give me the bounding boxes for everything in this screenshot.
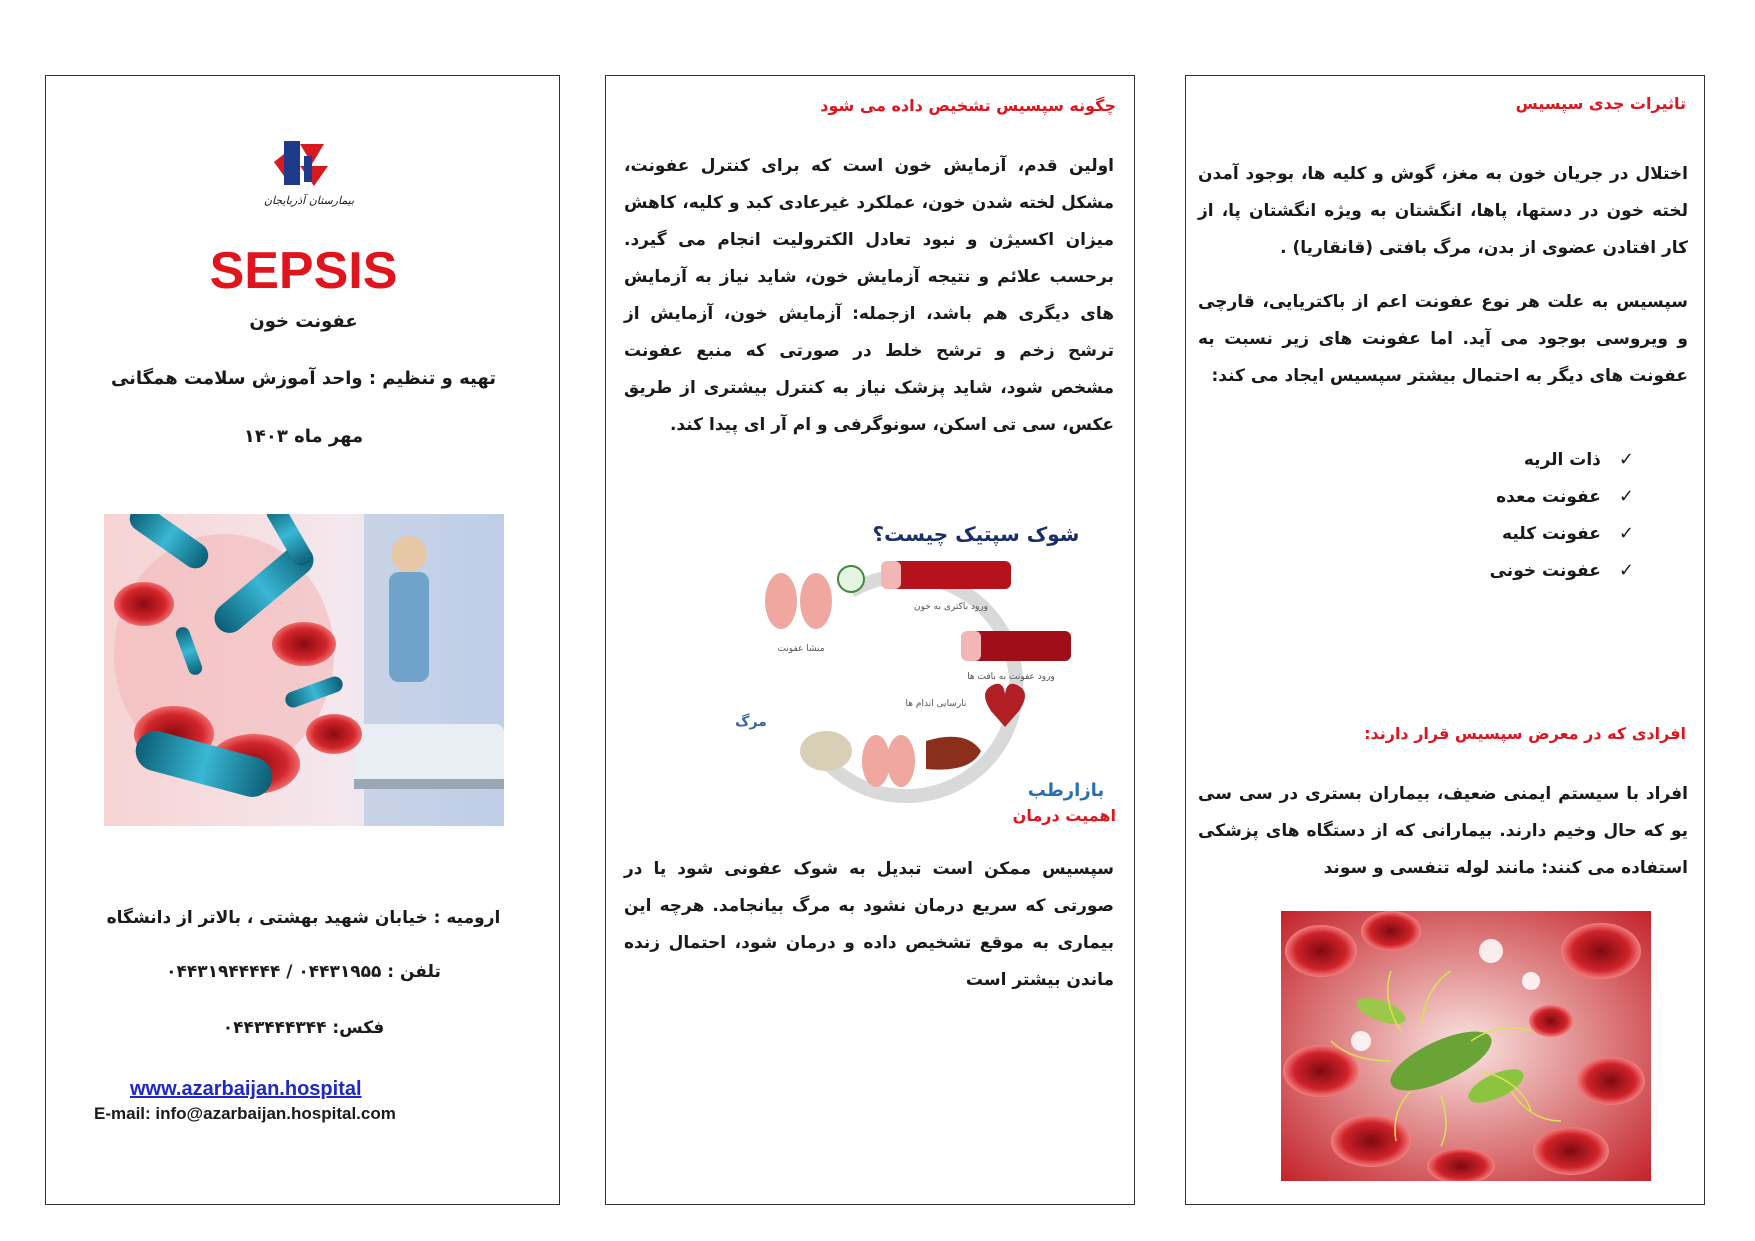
treatment-heading: اهمیت درمان (1012, 806, 1116, 825)
diagram-title: شوک سپتیک چیست؟ (872, 522, 1080, 546)
address: ارومیه : خیابان شهید بهشتی ، بالاتر از دانشگاه (106, 908, 501, 928)
prepared-by: تهیه و تنظیم : واحد آموزش سلامت همگانی (110, 368, 497, 389)
infection-list (1490, 441, 1634, 589)
list-item: ✓ عفونت معده (1496, 486, 1634, 507)
check-icon: ✓ (1618, 486, 1634, 507)
email: E-mail: info@azarbaijan.hospital.com (94, 1104, 396, 1123)
cover-panel (45, 75, 560, 1205)
effects-heading: تاثیرات جدی سپسیس (1515, 94, 1686, 113)
bacteria-hero-image (104, 514, 504, 826)
check-icon: ✓ (1618, 449, 1634, 470)
effects-panel (1185, 75, 1705, 1205)
diagnosis-text: اولین قدم، آزمایش خون است که برای کنترل عفونت، مشکل لخته شدن خون، عملکرد غیرعادی کبد و کلیه، کاهش میزان اکسیژن و نبود تعادل الکترولیت انجام می گیرد. برحسب علائم و نتیجه آزمایش خون، شاید نیاز به آزمایش های دیگری هم باشد، ازجمله: آزمایش خون، آزمایش از ترشح زخم و ترشح خلط در صورتی که منبع عفونت مشخص شود، شاید پزشک نیاز به کنترل بیشتری از طریق عکس، سی تی اسکن، سونوگرفی و ام آر ای پیدا کند. (624, 156, 1114, 435)
phone: تلفن : ۰۴۴۳۱۹۵۵ / ۰۴۴۳۱۹۴۴۴۴۴ (166, 962, 441, 982)
diagnosis-heading: چگونه سپسیس تشخیص داده می شود (820, 96, 1116, 115)
publish-date: مهر ماه ۱۴۰۳ (243, 426, 364, 447)
list-item: ✓ ذات الریه (1523, 449, 1634, 470)
diagram-label-bacteria: ورود باکتری به خون (913, 602, 989, 612)
cause-text: سپسیس به علت هر نوع عفونت اعم از باکتریایی، قارچی و ویروسی بوجود می آید. اما عفونت های زیر نسبت به عفونت های دیگر به احتمال بیشتر سپسیس ایجاد می کند: (1198, 292, 1688, 386)
diagram-brand: بازارطب (1027, 780, 1105, 801)
diagram-label-tissue: ورود عفونت به بافت ها (967, 672, 1055, 682)
diagram-label-source: منشا عفونت (777, 644, 825, 654)
check-icon: ✓ (1618, 523, 1634, 544)
septic-shock-diagram (721, 511, 1111, 811)
diagram-label-organs: نارسایی اندام ها (905, 699, 967, 709)
list-item: ✓ عفونت خونی (1489, 560, 1634, 581)
blood-cells-image (1281, 911, 1651, 1181)
brochure-subtitle: عفونت خون (249, 311, 358, 332)
effects-text: اختلال در جریان خون به مغز، گوش و کلیه ها، بوجود آمدن لخته خون در دستها، پاها، انگشتان به ویژه انگشتان پا، از کار افتادن عضوی از بدن، مرگ بافتی (قانقاریا) . (1198, 164, 1688, 258)
risk-heading: افرادی که در معرض سپسیس قرار دارند: (1364, 724, 1686, 743)
diagram-label-death: مرگ (735, 714, 767, 730)
list-item: ✓ عفونت کلیه (1502, 523, 1634, 544)
check-icon: ✓ (1618, 560, 1634, 581)
diagnosis-panel (605, 75, 1135, 1205)
brochure-title: SEPSIS (209, 242, 398, 300)
hospital-logo (254, 136, 364, 226)
fax: فکس: ۰۴۴۳۴۴۴۳۴۴ (222, 1018, 385, 1038)
risk-text: افراد با سیستم ایمنی ضعیف، بیماران بستری در سی سی یو که حال وخیم دارند. بیمارانی که از دستگاه های پزشکی استفاده می کنند: مانند لوله تنفسی و سوند (1198, 784, 1688, 878)
treatment-text: سپسیس ممکن است تبدیل به شوک عفونی شود یا در صورتی که سریع درمان نشود به مرگ بیانجامد. هرچه این بیماری به موقع تشخیص داده و درمان شود، احتمال زنده ماندن بیشتر است (624, 859, 1114, 990)
website-link[interactable]: www.azarbaijan.hospital (130, 1078, 362, 1100)
logo-text: بیمارستان آذربایجان (263, 194, 355, 207)
